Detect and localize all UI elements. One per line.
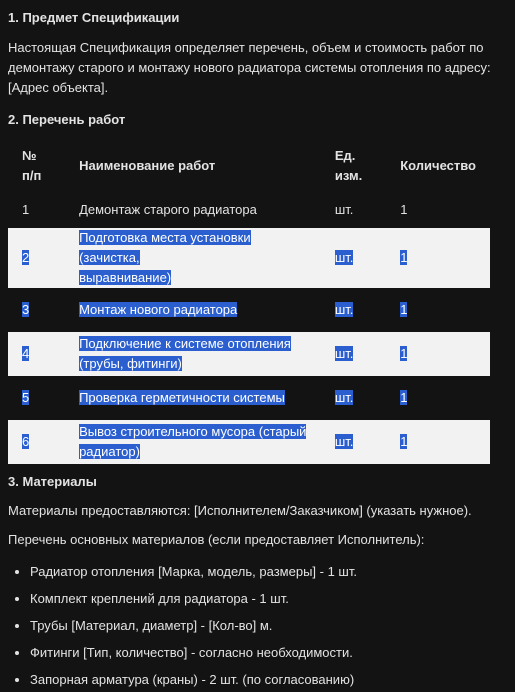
header-unit bbox=[321, 140, 386, 192]
cell-name bbox=[65, 376, 321, 420]
cell-name-line2: выравнивание) bbox=[79, 270, 172, 285]
table-row bbox=[8, 288, 490, 332]
header-num-line2: п/п bbox=[22, 168, 42, 183]
cell-name-line2: радиатор) bbox=[79, 444, 140, 459]
section3-title: 3. Материалы bbox=[8, 474, 97, 489]
list-item: • Запорная арматура (краны) - 2 шт. (по согласованию) bbox=[30, 670, 357, 690]
cell-name-line2: (трубы, фитинги) bbox=[79, 356, 182, 371]
cell-name-line1: Подготовка места установки (зачистка, bbox=[79, 230, 251, 265]
cell-qty-text: 1 bbox=[400, 346, 408, 361]
cell-name bbox=[65, 420, 321, 464]
cell-unit-text: шт. bbox=[334, 250, 354, 265]
cell-name-line1: Проверка герметичности системы bbox=[79, 390, 285, 405]
cell-qty bbox=[386, 420, 490, 464]
section3-text1: Материалы предоставляются: [Исполнителем/Заказчиком] (указать нужное). bbox=[8, 503, 472, 518]
list-item: • Фитинги [Тип, количество] - согласно необходимости. bbox=[30, 643, 357, 663]
cell-name-line1: Монтаж нового радиатора bbox=[79, 302, 238, 317]
table-row bbox=[8, 376, 490, 420]
header-name: Наименование работ bbox=[79, 158, 216, 173]
cell-num-text: 2 bbox=[22, 250, 30, 265]
section2-title: 2. Перечень работ bbox=[8, 112, 126, 127]
section1-title: 1. Предмет Спецификации bbox=[8, 10, 180, 25]
cell-unit-text: шт. bbox=[334, 302, 354, 317]
cell-name: Демонтаж старого радиатора bbox=[79, 202, 257, 217]
header-num bbox=[8, 140, 65, 192]
section1-text-line3: [Адрес объекта]. bbox=[8, 80, 109, 95]
cell-qty-text: 1 bbox=[400, 302, 408, 317]
cell-qty-text: 1 bbox=[400, 250, 408, 265]
cell-name bbox=[65, 288, 321, 332]
table-row bbox=[8, 420, 490, 464]
cell-qty-text: 1 bbox=[400, 434, 408, 449]
cell-qty-text: 1 bbox=[400, 390, 408, 405]
cell-num bbox=[8, 228, 65, 288]
list-item: • Радиатор отопления [Марка, модель, размеры] - 1 шт. bbox=[30, 562, 357, 582]
list-item: • Трубы [Материал, диаметр] - [Кол-во] м. bbox=[30, 616, 357, 636]
cell-num bbox=[8, 288, 65, 332]
section1-text-line2: демонтажу старого и монтажу нового радиатора системы отопления по адресу: bbox=[8, 60, 491, 75]
cell-unit-text: шт. bbox=[334, 346, 354, 361]
cell-unit: шт. bbox=[334, 202, 354, 217]
cell-num bbox=[8, 376, 65, 420]
section1-text bbox=[8, 38, 503, 98]
cell-num-text: 4 bbox=[22, 346, 30, 361]
table-row bbox=[8, 228, 490, 288]
cell-qty bbox=[386, 228, 490, 288]
cell-num bbox=[8, 420, 65, 464]
works-table bbox=[8, 140, 490, 464]
cell-name bbox=[65, 228, 321, 288]
cell-name-line1: Вывоз строительного мусора (старый bbox=[79, 424, 307, 439]
cell-qty bbox=[386, 376, 490, 420]
cell-unit bbox=[321, 420, 386, 464]
section3-text2: Перечень основных материалов (если предоставляет Исполнитель): bbox=[8, 532, 425, 547]
cell-num-text: 6 bbox=[22, 434, 30, 449]
materials-list bbox=[8, 562, 357, 692]
cell-unit-text: шт. bbox=[334, 434, 354, 449]
cell-num-text: 5 bbox=[22, 390, 30, 405]
cell-unit bbox=[321, 376, 386, 420]
cell-unit bbox=[321, 228, 386, 288]
list-item: • Комплект креплений для радиатора - 1 шт. bbox=[30, 589, 357, 609]
cell-unit bbox=[321, 288, 386, 332]
cell-unit-text: шт. bbox=[334, 390, 354, 405]
cell-unit bbox=[321, 332, 386, 376]
header-unit-line2: изм. bbox=[334, 168, 363, 183]
cell-name-line1: Подключение к системе отопления bbox=[79, 336, 291, 351]
cell-qty bbox=[386, 288, 490, 332]
header-num-line1: № bbox=[22, 148, 37, 163]
cell-num: 1 bbox=[22, 202, 30, 217]
cell-num bbox=[8, 332, 65, 376]
cell-name bbox=[65, 332, 321, 376]
table-row bbox=[8, 332, 490, 376]
cell-qty bbox=[386, 332, 490, 376]
cell-num-text: 3 bbox=[22, 302, 30, 317]
cell-qty: 1 bbox=[400, 202, 408, 217]
header-unit-line1: Ед. bbox=[334, 148, 356, 163]
table-header-row bbox=[8, 140, 490, 192]
header-qty: Количество bbox=[400, 158, 476, 173]
table-row bbox=[8, 192, 490, 228]
section1-text-line1: Настоящая Спецификация определяет перечень, объем и стоимость работ по bbox=[8, 40, 484, 55]
